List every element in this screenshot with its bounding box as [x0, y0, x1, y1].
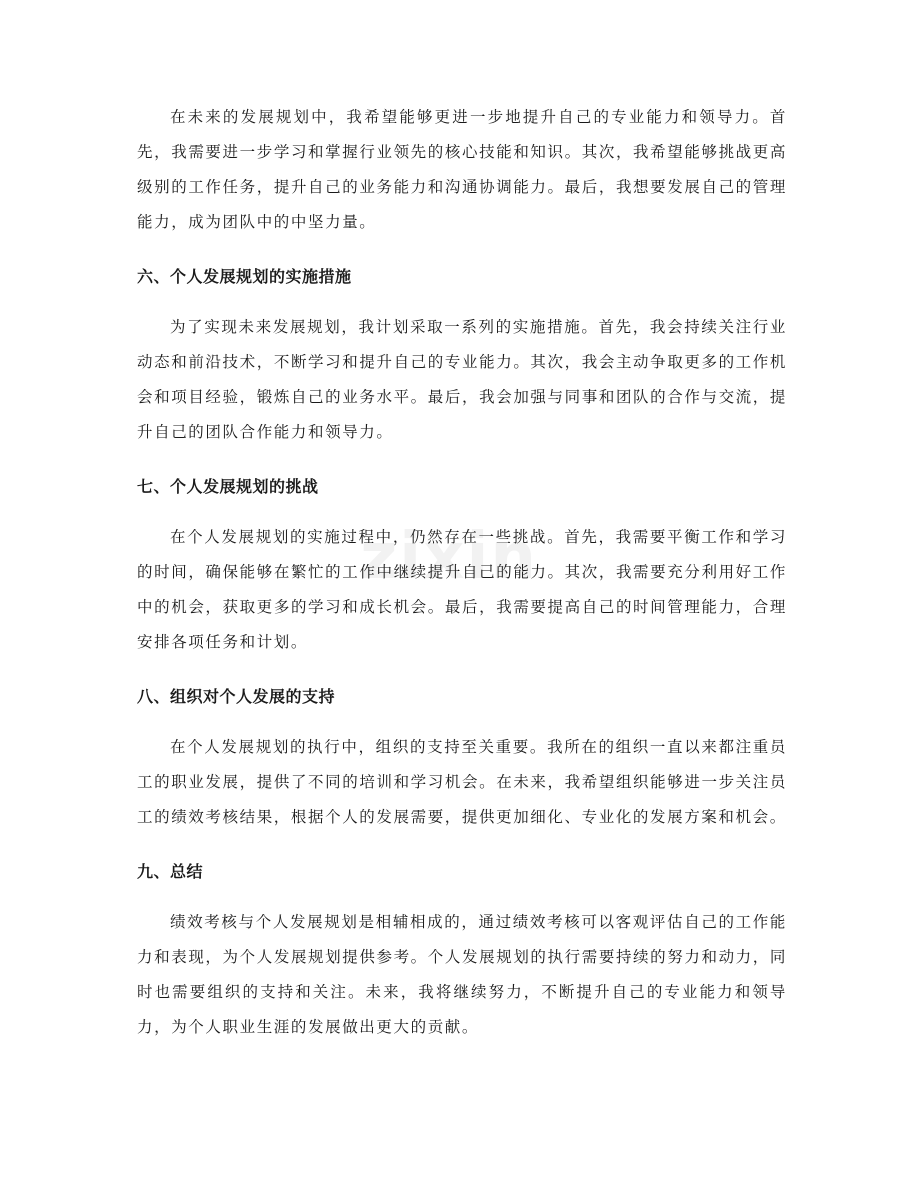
section-paragraph: 在个人发展规划的实施过程中，仍然存在一些挑战。首先，我需要平衡工作和学习的时间，确保能够在繁忙的工作中继续提升自己的能力。其次，我需要充分利用好工作中的机会，获取更多的学习和成长机会。最后，我需要提高自己的时间管理能力，合理安排各项任务和计划。 — [137, 528, 787, 651]
watermark: zixin — [360, 520, 538, 594]
section-challenges — [137, 474, 787, 660]
section-heading: 八、组织对个人发展的支持 — [137, 687, 336, 706]
section-organization-support — [137, 684, 787, 835]
section-heading: 六、个人发展规划的实施措施 — [137, 267, 352, 286]
section-paragraph: 绩效考核与个人发展规划是相辅相成的，通过绩效考核可以客观评估自己的工作能力和表现，为个人发展规划提供参考。个人发展规划的执行需要持续的努力和动力，同时也需要组织的支持和关注。未来，我将继续努力，不断提升自己的专业能力和领导力，为个人职业生涯的发展做出更大的贡献。 — [137, 913, 787, 1036]
intro-paragraph: 在未来的发展规划中，我希望能够更进一步地提升自己的专业能力和领导力。首先，我需要进一步学习和掌握行业领先的核心技能和知识。其次，我希望能够挑战更高级别的工作任务，提升自己的业务能力和沟通协调能力。最后，我想要发展自己的管理能力，成为团队中的中坚力量。 — [137, 108, 787, 231]
section-paragraph: 在个人发展规划的执行中，组织的支持至关重要。我所在的组织一直以来都注重员工的职业发展，提供了不同的培训和学习机会。在未来，我希望组织能够进一步关注员工的绩效考核结果，根据个人的发展需要，提供更加细化、专业化的发展方案和机会。 — [137, 738, 787, 826]
section-paragraph: 为了实现未来发展规划，我计划采取一系列的实施措施。首先，我会持续关注行业动态和前沿技术，不断学习和提升自己的专业能力。其次，我会主动争取更多的工作机会和项目经验，锻炼自己的业务水平。最后，我会加强与同事和团队的合作与交流，提升自己的团队合作能力和领导力。 — [137, 318, 787, 441]
section-implementation — [137, 264, 787, 450]
document-page — [137, 100, 787, 1045]
section-summary — [137, 859, 787, 1045]
section-heading: 七、个人发展规划的挑战 — [137, 477, 319, 496]
section-heading: 九、总结 — [137, 862, 204, 881]
